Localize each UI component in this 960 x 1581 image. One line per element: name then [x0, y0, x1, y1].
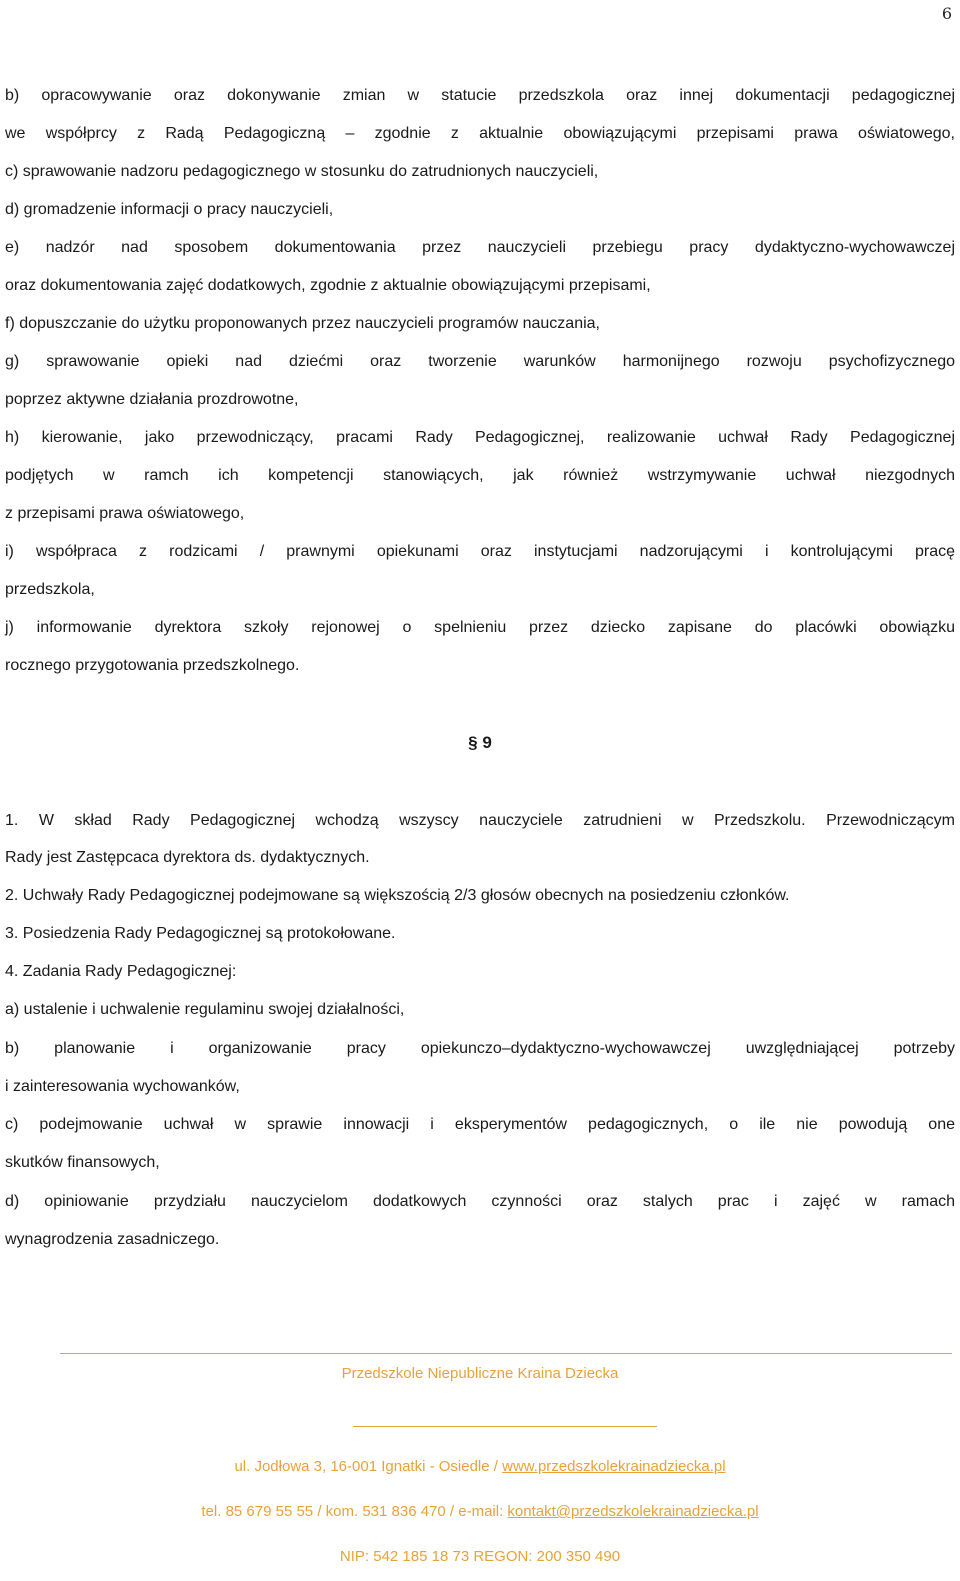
- paragraph-line: f) dopuszczanie do użytku proponowanych przez nauczycieli programów nauczania,: [5, 315, 600, 332]
- footer-email-link[interactable]: kontakt@przedszkolekrainadziecka.pl: [507, 1503, 759, 1520]
- footer-divider: [60, 1353, 952, 1354]
- section-line: skutków finansowych,: [5, 1154, 160, 1171]
- footer-address-line: [0, 1458, 960, 1475]
- paragraph-line: poprzez aktywne działania prozdrowotne,: [5, 391, 299, 408]
- footer-contact-line: [0, 1503, 960, 1520]
- section-line: d) opiniowanie przydziału nauczycielom dodatkowych czynności oraz stalych prac i zajęć w ramach: [5, 1193, 955, 1210]
- page-number: 6: [941, 4, 952, 23]
- paragraph-line: podjętych w ramch ich kompetencji stanowiących, jak również wstrzymywanie uchwał niezgodnych: [5, 467, 955, 484]
- section-line: wynagrodzenia zasadniczego.: [5, 1231, 220, 1248]
- footer-short-divider: [353, 1426, 657, 1427]
- paragraph-line: c) sprawowanie nadzoru pedagogicznego w stosunku do zatrudnionych nauczycieli,: [5, 163, 599, 180]
- footer-website-link[interactable]: www.przedszkolekrainadziecka.pl: [502, 1458, 726, 1475]
- section-line: 4. Zadania Rady Pedagogicznej:: [5, 963, 237, 980]
- section-title: § 9: [468, 733, 492, 752]
- section-line: 1. W skład Rady Pedagogicznej wchodzą wszyscy nauczyciele zatrudnieni w Przedszkolu. Przewodniczącym: [5, 812, 955, 829]
- footer-institution-name: Przedszkole Niepubliczne Kraina Dziecka: [341, 1365, 619, 1382]
- paragraph-line: e) nadzór nad sposobem dokumentowania przez nauczycieli przebiegu pracy dydaktyczno-wychowawczej: [5, 239, 955, 256]
- paragraph-line: d) gromadzenie informacji o pracy nauczycieli,: [5, 201, 334, 218]
- section-line: Rady jest Zastępcaca dyrektora ds. dydaktycznych.: [5, 849, 370, 866]
- section-line: a) ustalenie i uchwalenie regulaminu swojej działalności,: [5, 1001, 405, 1018]
- footer-address: ul. Jodłowa 3, 16-001 Ignatki - Osiedle /: [234, 1458, 503, 1475]
- paragraph-line: h) kierowanie, jako przewodniczący, pracami Rady Pedagogicznej, realizowanie uchwał Rady Pedagogicznej: [5, 429, 955, 446]
- paragraph-line: we współprcy z Radą Pedagogiczną – zgodnie z aktualnie obowiązującymi przepisami prawa oświatowego,: [5, 125, 955, 142]
- paragraph-line: i) współpraca z rodzicami / prawnymi opiekunami oraz instytucjami nadzorującymi i kontrolującymi pracę: [5, 543, 955, 560]
- section-line: 3. Posiedzenia Rady Pedagogicznej są protokołowane.: [5, 925, 396, 942]
- paragraph-line: g) sprawowanie opieki nad dziećmi oraz tworzenie warunków harmonijnego rozwoju psychofizycznego: [5, 353, 955, 370]
- paragraph-line: rocznego przygotowania przedszkolnego.: [5, 657, 300, 674]
- footer-ids: NIP: 542 185 18 73 REGON: 200 350 490: [339, 1548, 621, 1565]
- footer-phone: tel. 85 679 55 55 / kom. 531 836 470 / e-mail:: [201, 1503, 508, 1520]
- paragraph-line: z przepisami prawa oświatowego,: [5, 505, 245, 522]
- paragraph-line: oraz dokumentowania zajęć dodatkowych, zgodnie z aktualnie obowiązującymi przepisami,: [5, 277, 651, 294]
- paragraph-line: przedszkola,: [5, 581, 95, 598]
- section-line: b) planowanie i organizowanie pracy opiekunczo–dydaktyczno-wychowawczej uwzględniającej potrzeby: [5, 1040, 955, 1057]
- paragraph-line: b) opracowywanie oraz dokonywanie zmian w statucie przedszkola oraz innej dokumentacji pedagogicznej: [5, 87, 955, 104]
- paragraph-line: j) informowanie dyrektora szkoły rejonowej o spelnieniu przez dziecko zapisane do placówki obowiązku: [5, 619, 955, 636]
- section-line: i zainteresowania wychowanków,: [5, 1078, 240, 1095]
- section-line: c) podejmowanie uchwał w sprawie innowacji i eksperymentów pedagogicznych, o ile nie powodują one: [5, 1116, 955, 1133]
- section-line: 2. Uchwały Rady Pedagogicznej podejmowane są większością 2/3 głosów obecnych na posiedzeniu członków.: [5, 887, 790, 904]
